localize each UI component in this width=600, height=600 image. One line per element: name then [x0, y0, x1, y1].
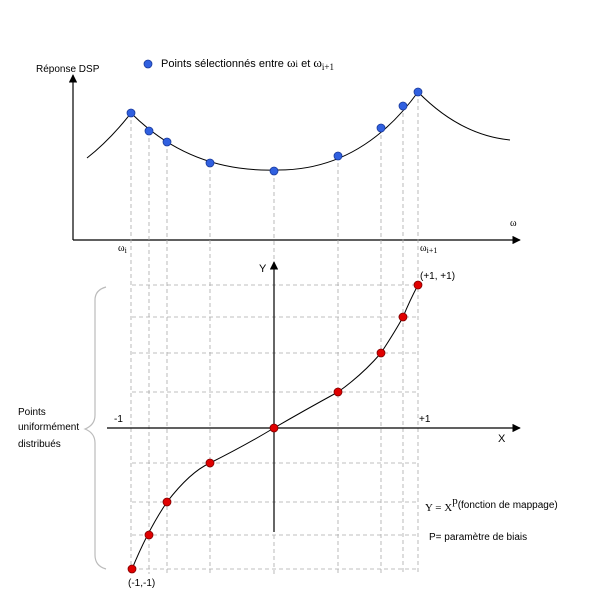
bias-parameter-label: P= paramètre de biais — [429, 532, 528, 543]
corner-top-label: (+1, +1) — [420, 271, 456, 282]
selected-point — [145, 127, 153, 135]
selected-point — [206, 159, 214, 167]
selected-point — [334, 152, 342, 160]
brace-label-2: uniformément — [18, 422, 80, 433]
bottom-y-axis-label: Y — [259, 263, 267, 275]
selected-points — [127, 88, 422, 175]
selected-point — [414, 88, 422, 96]
mapped-point — [399, 313, 407, 321]
selected-point — [377, 124, 385, 132]
legend-text: Points sélectionnés entre ωi et $\omega_{i+1}$ — [161, 55, 334, 72]
left-brace — [85, 287, 106, 569]
mapped-point — [163, 498, 171, 506]
top-y-axis-label: Réponse DSP — [36, 64, 100, 75]
brace-label-3: distribués — [18, 439, 61, 450]
selected-point — [127, 109, 135, 117]
brace-label-1: Points — [18, 407, 46, 418]
selected-point — [163, 138, 171, 146]
mapped-point — [128, 565, 136, 573]
plus-one-label: +1 — [419, 414, 431, 425]
mapped-point — [334, 388, 342, 396]
mapping-formula: Y = Xp(fonction de mappage) — [425, 495, 558, 514]
mapped-point — [414, 281, 422, 289]
mapped-point — [206, 459, 214, 467]
mapped-point — [145, 531, 153, 539]
selected-point — [399, 102, 407, 110]
minus-one-label: -1 — [114, 414, 123, 425]
mapped-point — [270, 424, 278, 432]
omega-i-label: $\omega_i$ — [118, 243, 127, 255]
bottom-x-axis-label: X — [498, 433, 506, 445]
corner-bottom-label: (-1,-1) — [128, 578, 156, 589]
mapped-points — [128, 281, 422, 573]
legend-dot — [144, 60, 152, 68]
mapped-point — [377, 349, 385, 357]
omega-i1-label: $\omega_{i+1}$ — [420, 243, 438, 255]
selected-point — [270, 167, 278, 175]
top-x-axis-label: ω — [510, 218, 517, 229]
